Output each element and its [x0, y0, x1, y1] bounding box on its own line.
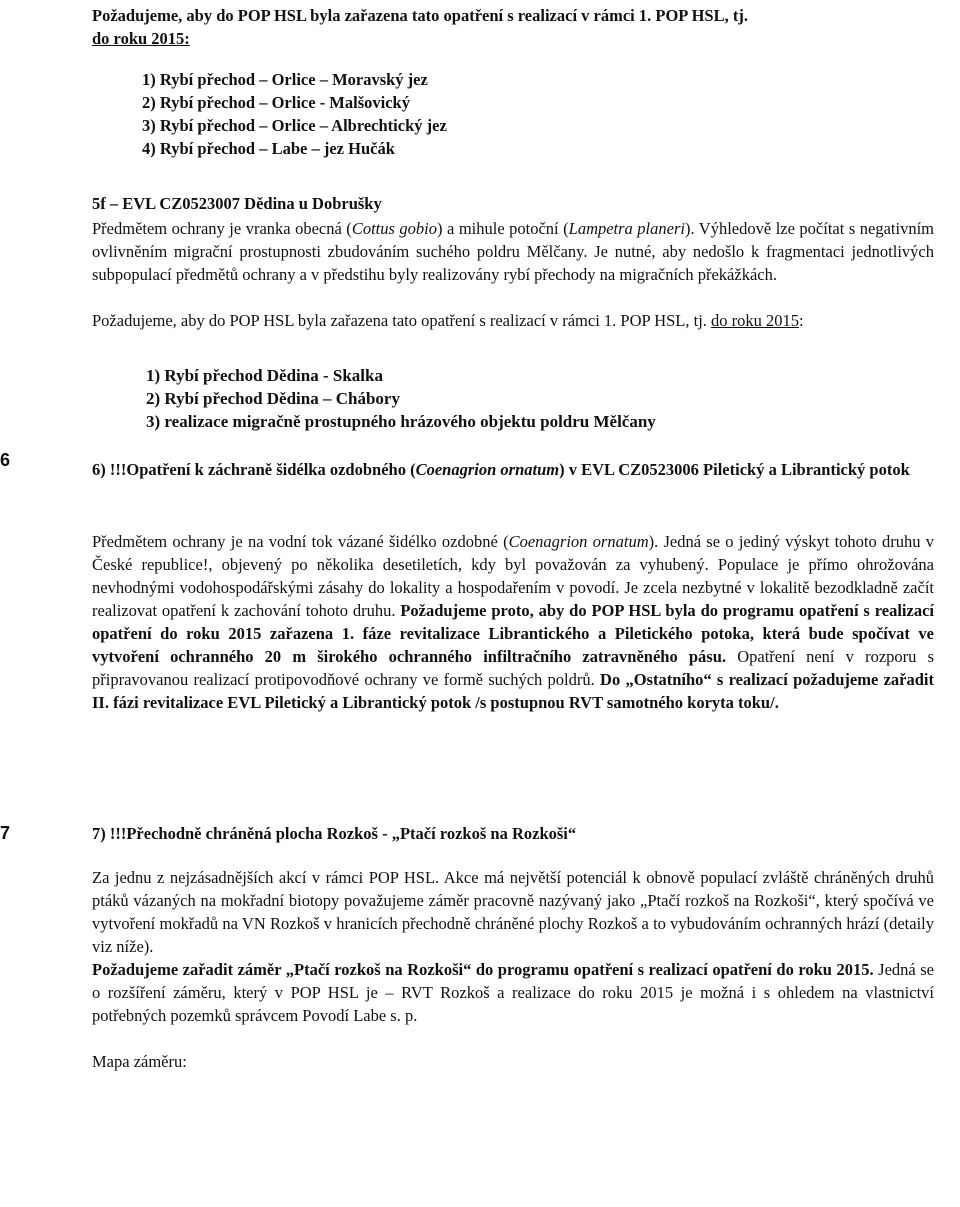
list-item: 3) realizace migračně prostupného hrázového objektu poldru Mělčany [146, 412, 656, 431]
list-item: 1) Rybí přechod – Orlice – Moravský jez [142, 70, 428, 89]
text-run: Opatření není v rozporu s připravovanou realizací protipovodňové ochrany ve formě suchých poldrů. [92, 647, 934, 689]
section-6-paragraph [92, 530, 934, 714]
request-bold: Do „Ostatního“ s realizací požadujeme zařadit II. fázi revitalizace EVL Piletický a Librantický potok /s postupnou RVT samotného koryta toku/. [92, 670, 934, 712]
section-5f-paragraph-1 [92, 217, 934, 286]
request-bold: Požadujeme zařadit záměr „Ptačí rozkoš na Rozkoši“ do programu opatření s realizací opatření do roku 2015. [92, 960, 874, 979]
list-item: 1) Rybí přechod Dědina - Skalka [146, 366, 383, 385]
deadline: do roku 2015 [711, 311, 800, 330]
section-7-heading: 7) !!!Přechodně chráněná plocha Rozkoš - „Ptačí rozkoš na Rozkoši“ [92, 824, 577, 843]
species-name: Coenagrion ornatum [508, 532, 649, 551]
text-run: ). Výhledově lze počítat s negativním ovlivněním migrační prostupnosti zbudováním suchého poldru Mělčany. Je nutné, aby nedošlo k fragmentaci jednotlivých subpopulací předmětů ochrany a v předstihu byly realizovány rybí přechody na migračních překážkách. [92, 219, 934, 284]
top-request-deadline: do roku 2015: [92, 29, 190, 48]
list-item: 4) Rybí přechod – Labe – jez Hučák [142, 139, 395, 158]
fish-pass-list-2 [146, 364, 656, 433]
text-run: ) a mihule potoční ( [437, 219, 569, 238]
text-run: Předmětem ochrany je vranka obecná ( [92, 219, 352, 238]
fish-pass-list-1 [142, 68, 447, 160]
top-request-line1: Požadujeme, aby do POP HSL byla zařazena tato opatření s realizací v rámci 1. POP HSL, tj. [92, 6, 748, 25]
section-5f-heading: 5f – EVL CZ0523007 Dědina u Dobrušky [92, 194, 382, 213]
text-run: ). Jedná se o jediný výskyt tohoto druhu v České republice!, objevený po několika desetiletích, kdy byl považován za vyhubený. Populace je přímo ohrožována nevhodnými vodohospodářskými zásahy do lokality a hospodařením v povodí. Je zcela nezbytné v lokalitě bezodkladně začít realizovat opatření k zachování tohoto druhu. [92, 532, 934, 620]
list-item: 3) Rybí přechod – Orlice – Albrechtický jez [142, 116, 447, 135]
text-run: Předmětem ochrany je na vodní tok vázané šidélko ozdobné ( [92, 532, 509, 551]
request-bold: Požadujeme proto, aby do POP HSL byla do programu opatření s realizací opatření do roku 2015 zařazena 1. fáze revitalizace Librantického a Piletického potoka, která bude spočívat ve vytvoření ochranného 20 m širokého ochranného infiltračního zatravněného pásu. [92, 601, 934, 666]
section-7-paragraph-2 [92, 958, 934, 1027]
section-5f-paragraph-2 [92, 309, 934, 332]
text-run: 6) !!!Opatření k záchraně šidélka ozdobného ( [92, 460, 416, 479]
text-run: Požadujeme, aby do POP HSL byla zařazena tato opatření s realizací v rámci 1. POP HSL, tj. [92, 311, 712, 330]
section-7-paragraph-1: Za jednu z nejzásadnějších akcí v rámci POP HSL. Akce má největší potenciál k obnově populací zvláště chráněných druhů ptáků vázaných na mokřadní biotopy považujeme záměr pracovně nazývaný jako „Ptačí rozkoš na Rozkoši“, který spočívá ve vytvoření mokřadů na VN Rozkoš v hranicích přechodně chráněné plochy Rozkoš a to vybudováním ochranných hrází (detaily viz níže). [92, 868, 934, 956]
top-request [92, 4, 934, 50]
text-run: Jedná se o rozšíření záměru, který v POP HSL je – RVT Rozkoš a realizace do roku 2015 je možná i s ohledem na vlastnictví potřebných pozemků správcem Povodí Labe s. p. [92, 960, 934, 1025]
species-name: Cottus gobio [351, 219, 437, 238]
species-name: Lampetra planeri [568, 219, 685, 238]
species-name: Coenagrion ornatum [415, 460, 560, 479]
margin-number-7: 7 [0, 823, 11, 843]
margin-number-6: 6 [0, 450, 11, 470]
text-run: : [799, 311, 804, 330]
text-run: ) v EVL CZ0523006 Piletický a Librantický potok [559, 460, 910, 479]
section-6-heading [92, 458, 934, 481]
list-item: 2) Rybí přechod – Orlice - Malšovický [142, 93, 410, 112]
map-caption: Mapa záměru: [92, 1052, 187, 1071]
list-item: 2) Rybí přechod Dědina – Chábory [146, 389, 400, 408]
